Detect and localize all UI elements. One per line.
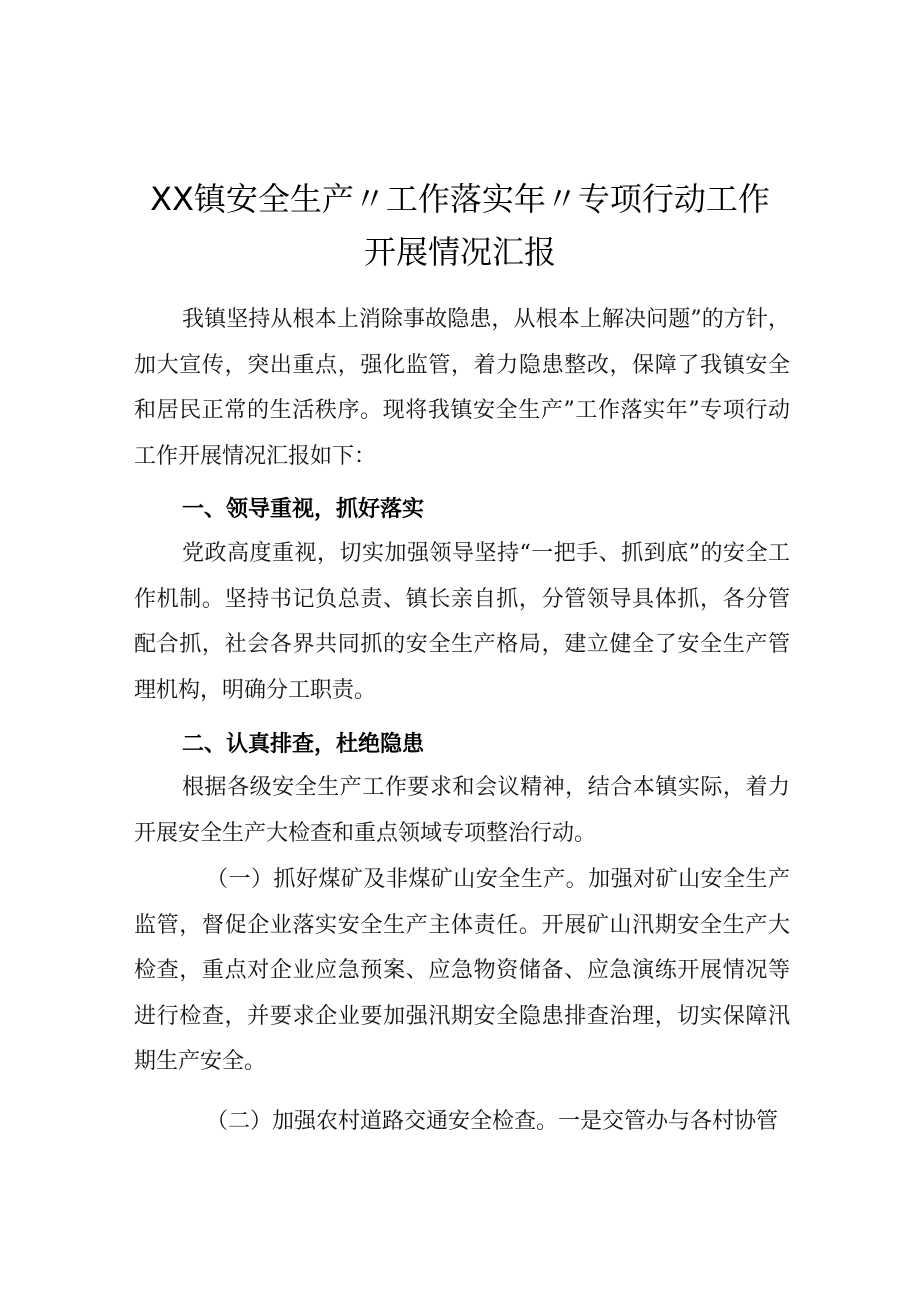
section1-heading: 一、领导重视，抓好落实 — [182, 497, 425, 522]
item2-paragraph: （二）加强农村道路交通安全检查。一是交管办与各村协管 — [206, 1109, 779, 1134]
section1-paragraph: 党政高度重视，切实加强领导坚持“一把手、抓到底”的安全工作机制。坚持书记负总责、镇长亲自抓，分管领导具体抓，各分管配合抓，社会各界共同抓的安全生产格局，建立健全了安全生产管理机构，明确分工职责。 — [134, 541, 790, 703]
section2-heading: 二、认真排查，杜绝隐患 — [182, 732, 425, 757]
section2-paragraph: 根据各级安全生产工作要求和会议精神，结合本镇实际，着力开展安全生产大检查和重点领域专项整治行动。 — [134, 775, 790, 846]
document-title-line1: XX镇安全生产〃工作落实年〃专项行动工作 — [150, 180, 770, 218]
item1-paragraph: （一）抓好煤矿及非煤矿山安全生产。加强对矿山安全生产监管，督促企业落实安全生产主体责任。开展矿山汛期安全生产大检查，重点对企业应急预案、应急物资储备、应急演练开展情况等进行检查，并要求企业要加强汛期安全隐患排查治理，切实保障汛期生产安全。 — [134, 867, 790, 1075]
document-title-line2: 开展情况汇报 — [363, 233, 556, 271]
intro-paragraph: 我镇坚持从根本上消除事故隐患，从根本上解决问题”的方针，加大宣传，突出重点，强化监管，着力隐患整改，保障了我镇安全和居民正常的生活秩序。现将我镇安全生产”工作落实年”专项行动工作开展情况汇报如下： — [134, 307, 790, 469]
